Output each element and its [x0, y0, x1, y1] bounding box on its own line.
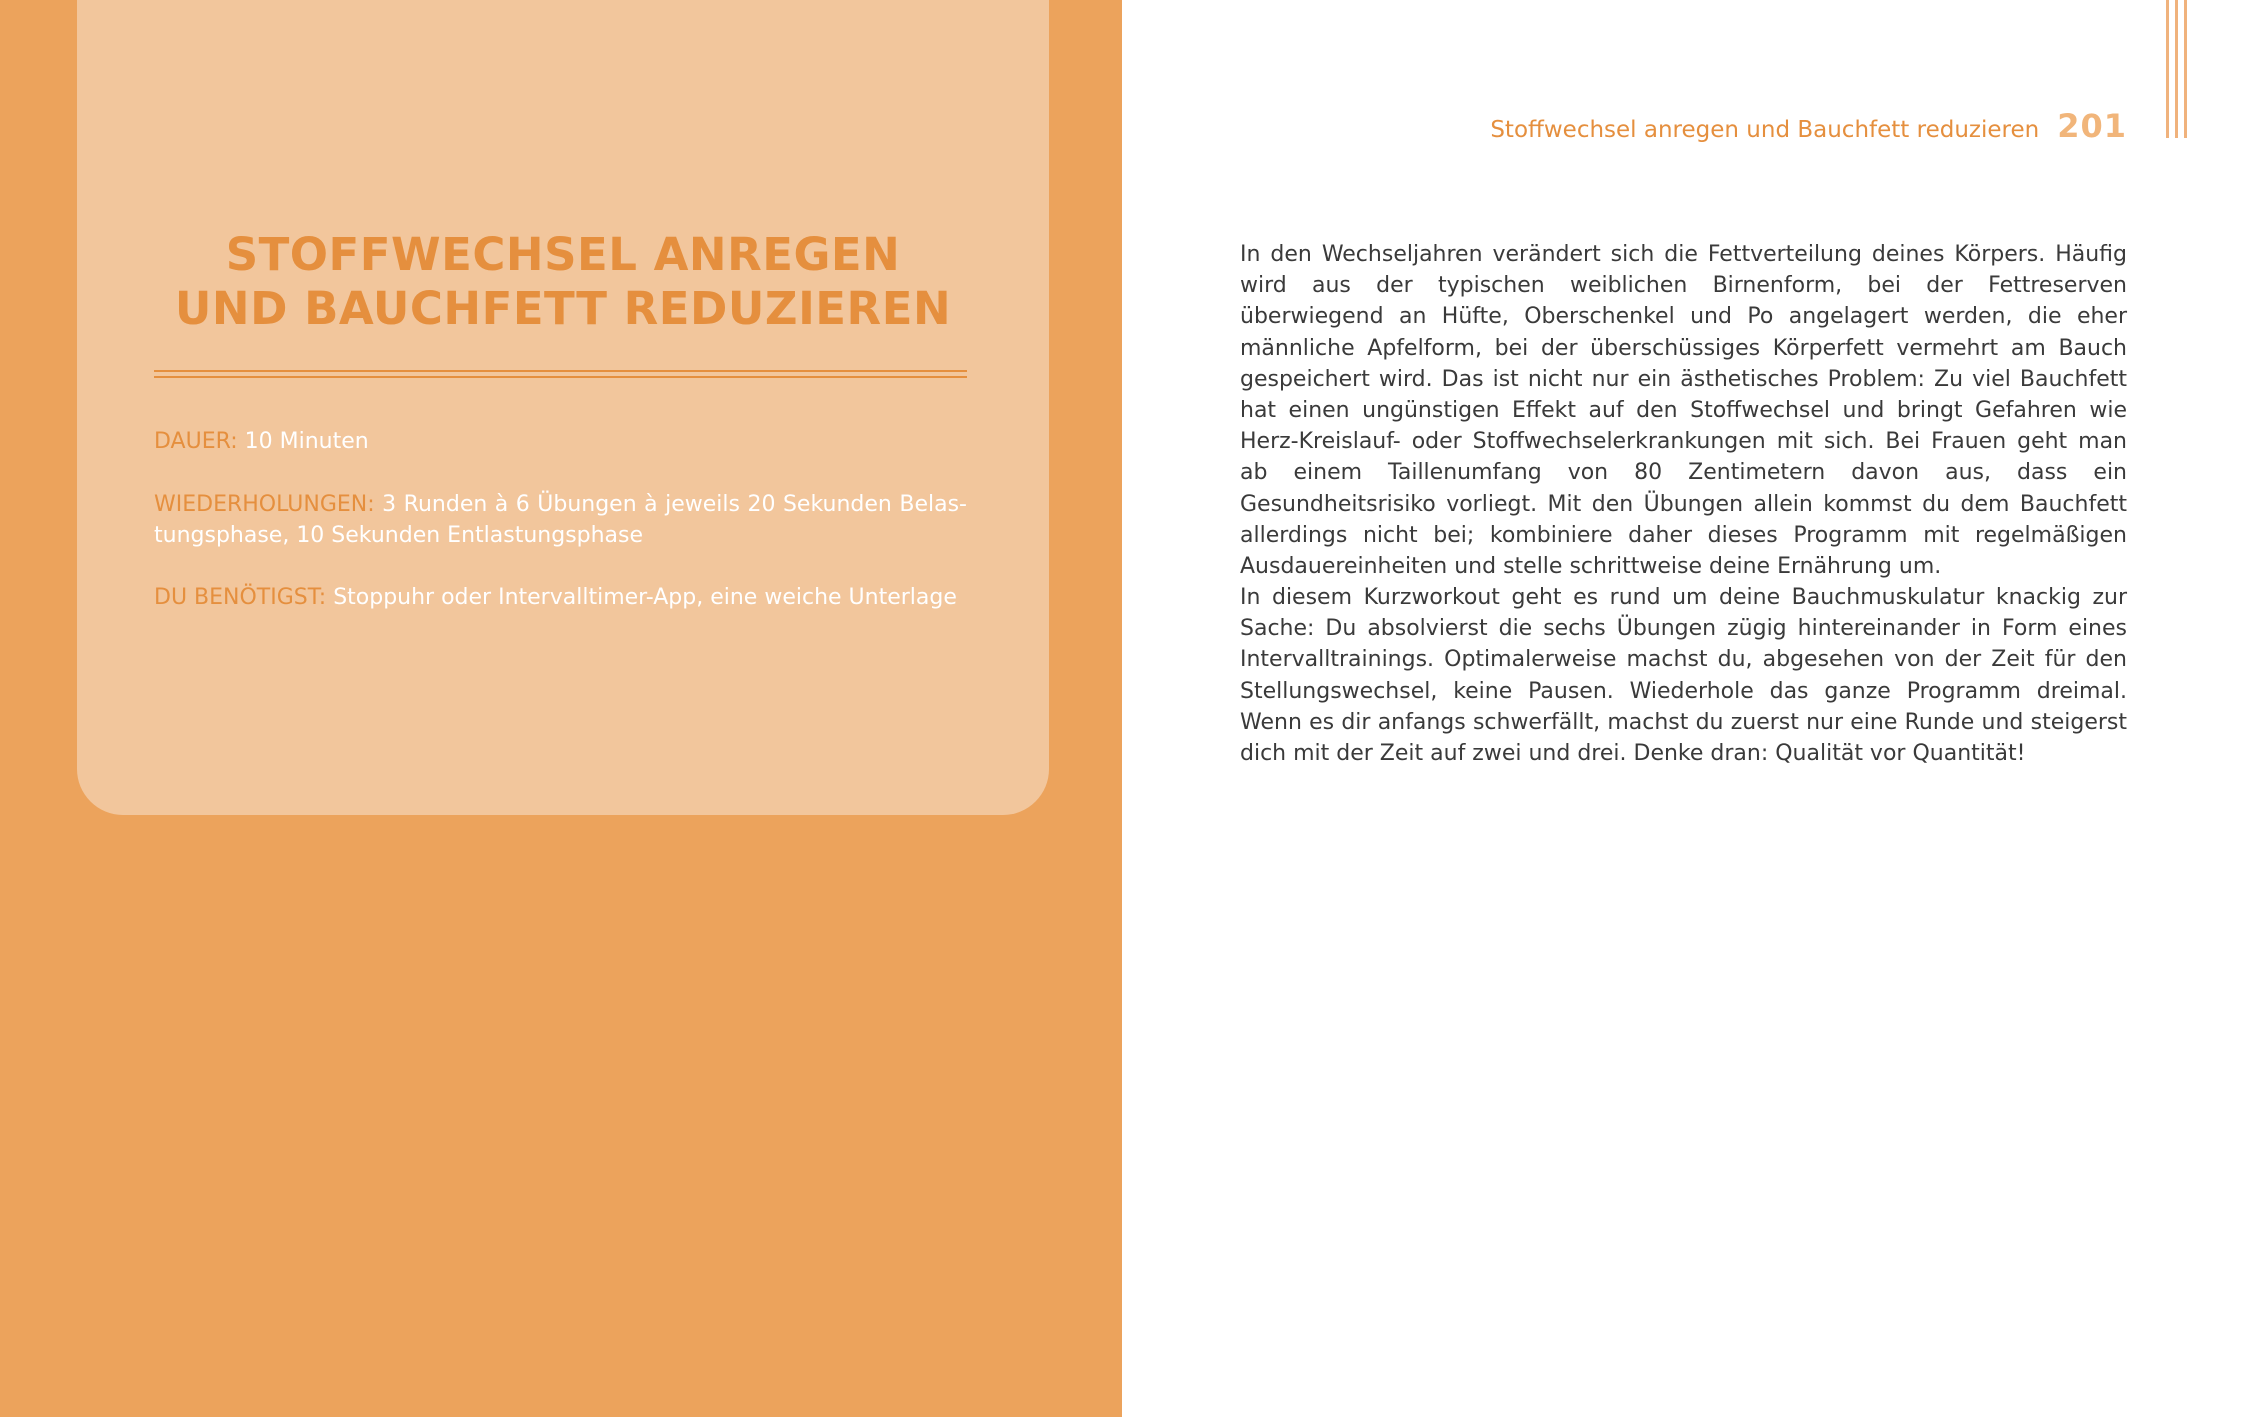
repetitions-label: WIEDERHOLUNGEN: — [154, 492, 375, 517]
equipment-info — [154, 582, 967, 613]
info-box — [77, 0, 1049, 815]
double-rule-divider — [154, 370, 967, 378]
body-paragraph: In den Wechseljahren verändert sich die Fettverteilung deines Körpers. Häufig wird aus der typischen weiblichen Birnenform, bei der Fettreserven überwiegend an Hüfte, Oberschenkel und Po angelagert werden, die eher männliche Apfelform, bei der überschüssiges Körperfett vermehrt am Bauch gespeichert wird. Das ist nicht nur ein ästhetisches Problem: Zu viel Bauchfett hat einen ungünstigen Effekt auf den Stoffwechsel und bringt Gefahren wie Herz-Kreislauf- oder Stoffwechselerkrankungen mit sich. Bei Frauen geht man ab einem Taillenumfang von 80 Zentimetern davon aus, dass ein Gesundheitsrisiko vorliegt. Mit den Übungen allein kommst du dem Bauchfett allerdings nicht bei; kombiniere daher dieses Programm mit regelmäßigen Ausdauereinheiten und stelle schrittweise deine Ernährung um. — [1240, 242, 2127, 580]
duration-info — [154, 426, 967, 457]
running-head — [1490, 107, 2127, 145]
running-head-title: Stoffwechsel anregen und Bauchfett reduzieren — [1490, 117, 2040, 143]
repetitions-info — [154, 489, 967, 551]
body-paragraph: In diesem Kurzworkout geht es rund um deine Bauchmuskulatur knackig zur Sache: Du absolvierst die sechs Übungen zügig hintereinander in Form eines Intervalltrainings. Optimalerweise machst du, abgesehen von der Zeit für den Stellungswechsel, keine Pausen. Wiederhole das ganze Programm dreimal. Wenn es dir anfangs schwerfällt, machst du zuerst nur eine Runde und steigerst dich mit der Zeit auf zwei und drei. Denke dran: Qualität vor Quantität! — [1240, 585, 2127, 767]
section-title — [77, 228, 1049, 336]
repetitions-value: 3 Runden à 6 Übungen à jeweils 20 Sekunden Belastungsphase, 10 Sekunden Entlastungsphase — [154, 492, 967, 548]
section-title-line-2: UND BAUCHFETT REDUZIEREN — [174, 282, 952, 335]
equipment-value: Stoppuhr oder Intervalltimer-App, eine weiche Unterlage — [333, 585, 957, 610]
equipment-label: DU BENÖTIGST: — [154, 585, 327, 610]
duration-label: DAUER: — [154, 429, 238, 454]
duration-value: 10 Minuten — [244, 429, 369, 454]
section-title-line-1: STOFFWECHSEL ANREGEN — [225, 228, 901, 281]
page-number: 201 — [2057, 107, 2127, 145]
page-edge-lines — [2166, 0, 2188, 138]
